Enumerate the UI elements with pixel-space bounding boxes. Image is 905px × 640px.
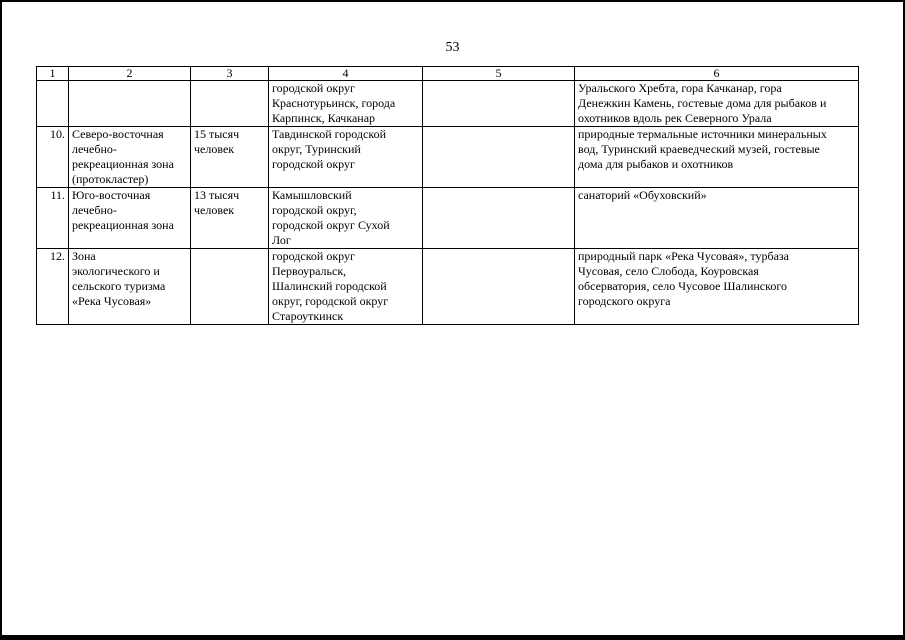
zone-objects: природные термальные источники минеральных вод, Туринский краеведческий музей, гостевые дома для рыбаков и охотников	[575, 127, 859, 188]
column-header-2: 2	[69, 67, 191, 81]
column-header-1: 1	[37, 67, 69, 81]
zone-name: Северо-восточная лечебно- рекреационная зона (протокластер)	[69, 127, 191, 188]
row-number: 11.	[37, 188, 69, 249]
row-number	[37, 81, 69, 127]
table-row	[37, 127, 859, 188]
zone-column-5	[423, 127, 575, 188]
zone-municipalities: городской округ Краснотурьинск, города Карпинск, Качканар	[269, 81, 423, 127]
zone-objects: санаторий «Обуховский»	[575, 188, 859, 249]
zone-objects: Уральского Хребта, гора Качканар, гора Денежкин Камень, гостевые дома для рыбаков и охотников вдоль рек Северного Урала	[575, 81, 859, 127]
page-bottom-border	[2, 635, 903, 638]
zone-municipalities: Тавдинской городской округ, Туринский городской округ	[269, 127, 423, 188]
zone-population	[191, 249, 269, 325]
zone-population	[191, 81, 269, 127]
zones-table	[36, 66, 859, 325]
table-row	[37, 81, 859, 127]
zone-column-5	[423, 188, 575, 249]
zone-population: 13 тысяч человек	[191, 188, 269, 249]
zone-column-5	[423, 249, 575, 325]
zone-name: Зона экологического и сельского туризма «Река Чусовая»	[69, 249, 191, 325]
zone-objects: природный парк «Река Чусовая», турбаза Чусовая, село Слобода, Коуровская обсерватория, село Чусовое Шалинского городского округа	[575, 249, 859, 325]
column-header-6: 6	[575, 67, 859, 81]
column-header-3: 3	[191, 67, 269, 81]
zone-municipalities: городской округ Первоуральск, Шалинский городской округ, городской округ Староуткинск	[269, 249, 423, 325]
table-row	[37, 249, 859, 325]
table-row	[37, 188, 859, 249]
zone-population: 15 тысяч человек	[191, 127, 269, 188]
zone-name: Юго-восточная лечебно- рекреационная зона	[69, 188, 191, 249]
header-row	[37, 67, 859, 81]
column-header-4: 4	[269, 67, 423, 81]
column-header-5: 5	[423, 67, 575, 81]
page-number: 53	[445, 40, 460, 55]
zone-name	[69, 81, 191, 127]
row-number: 12.	[37, 249, 69, 325]
zone-column-5	[423, 81, 575, 127]
row-number: 10.	[37, 127, 69, 188]
zone-municipalities: Камышловский городской округ, городской округ Сухой Лог	[269, 188, 423, 249]
